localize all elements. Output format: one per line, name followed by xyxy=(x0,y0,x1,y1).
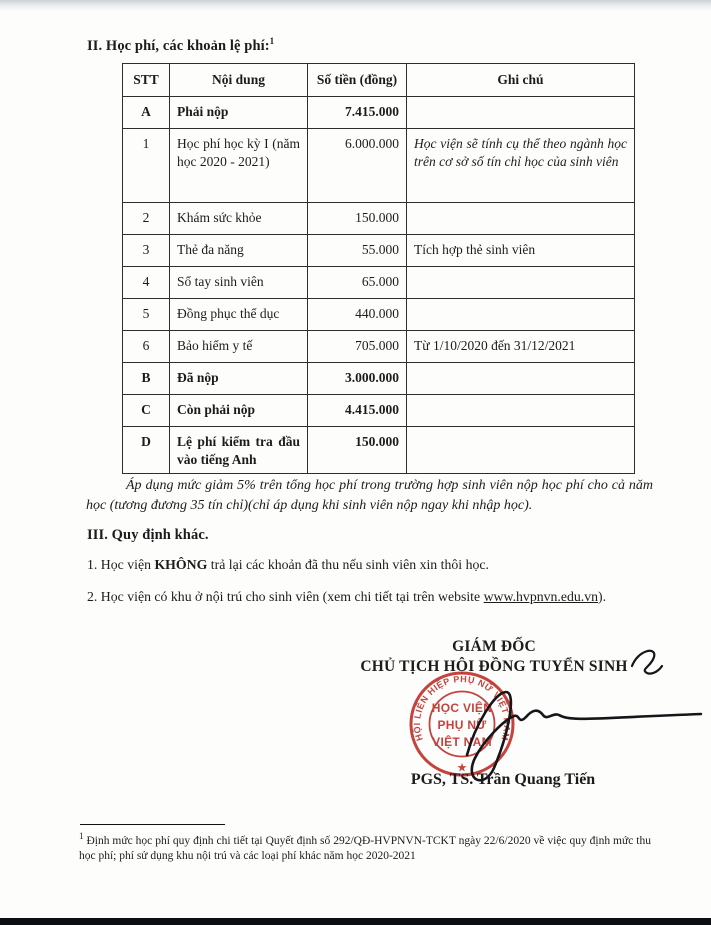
column-header-noi-dung: Nội dung xyxy=(170,64,308,97)
table-row-2 xyxy=(123,203,635,235)
signer-name: PGS, TS. Trần Quang Tiến xyxy=(410,771,596,788)
table-row-4 xyxy=(123,267,635,299)
cell-noi-dung: Thẻ đa năng xyxy=(170,235,308,267)
cell-so-tien: 705.000 xyxy=(308,331,407,363)
discount-note: Áp dụng mức giảm 5% trên tổng học phí trong trường hợp sinh viên nộp học phí cho cả năm học (tương đương 35 tín chỉ)(chỉ áp dụng khi sinh viên nộp ngay khi nhập học). xyxy=(86,478,653,513)
rule-item-emphasis: KHÔNG xyxy=(154,557,208,572)
rule-item-text: trả lại các khoản đã thu nếu sinh viên xin thôi học. xyxy=(207,557,489,572)
cell-ghi-chu: Từ 1/10/2020 đến 31/12/2021 xyxy=(407,331,635,363)
stamp-ring-text-path: HỘI LIÊN HIỆP PHỤ NỮ VIỆT NAM xyxy=(411,673,513,743)
table-row-a xyxy=(123,97,635,129)
table-row-c xyxy=(123,395,635,427)
signer-role-director: GIÁM ĐỐC xyxy=(452,638,536,655)
handwritten-signature xyxy=(420,640,710,790)
cell-stt: D xyxy=(123,427,170,474)
stamp-center-line3: VIỆT NAM xyxy=(432,735,492,749)
cell-so-tien: 55.000 xyxy=(308,235,407,267)
table-row-6 xyxy=(123,331,635,363)
cell-ghi-chu xyxy=(407,97,635,129)
stamp-star-icon: ★ xyxy=(456,760,468,775)
footnote-marker: 1 xyxy=(79,831,84,841)
cell-ghi-chu xyxy=(407,267,635,299)
cell-noi-dung: Còn phải nộp xyxy=(170,395,308,427)
table-row-1 xyxy=(123,129,635,203)
rule-item-text: ). xyxy=(598,589,607,604)
signature-stroke xyxy=(467,692,701,780)
footnote-separator xyxy=(80,824,225,825)
cell-noi-dung: Phải nộp xyxy=(170,97,308,129)
cell-stt: 4 xyxy=(123,267,170,299)
cell-so-tien: 6.000.000 xyxy=(308,129,407,203)
stamp-center-line1: HỌC VIỆN xyxy=(431,701,493,715)
cell-stt: 6 xyxy=(123,331,170,363)
rule-item-text: 1. Học viện xyxy=(87,557,155,572)
column-header-ghi-chu: Ghi chú xyxy=(407,64,635,97)
cell-ghi-chu xyxy=(407,363,635,395)
scan-edge-bottom xyxy=(0,918,711,925)
cell-noi-dung: Đã nộp xyxy=(170,363,308,395)
table-row-d xyxy=(123,427,635,474)
column-header-stt: STT xyxy=(123,64,170,97)
cell-ghi-chu xyxy=(407,203,635,235)
section-heading-other-rules: III. Quy định khác. xyxy=(87,527,209,543)
cell-so-tien: 150.000 xyxy=(308,203,407,235)
signer-role-council-chair: CHỦ TỊCH HỘI ĐỒNG TUYỂN SINH xyxy=(360,658,628,675)
table-row-b xyxy=(123,363,635,395)
footnote-body: Định mức học phí quy định chi tiết tại Quyết định số 292/QĐ-HVPNVN-TCKT ngày 22/6/2020 về việc quy định mức thu học phí; phí sử dụng khu nội trú và các loại phí khác năm học 2020-2021 xyxy=(79,834,651,863)
cell-stt: B xyxy=(123,363,170,395)
cell-so-tien: 4.415.000 xyxy=(308,395,407,427)
footnote-text xyxy=(79,829,651,865)
section-heading-fees xyxy=(87,36,274,55)
rule-item-text: 2. Học viện có khu ở nội trú cho sinh viên (xem chi tiết tại trên website xyxy=(87,589,484,604)
cell-ghi-chu: Tích hợp thẻ sinh viên xyxy=(407,235,635,267)
cell-stt: 5 xyxy=(123,299,170,331)
section-heading-fees-text: II. Học phí, các khoản lệ phí: xyxy=(87,37,270,54)
footnote-reference-mark: 1 xyxy=(269,36,275,46)
cell-noi-dung: Khám sức khỏe xyxy=(170,203,308,235)
cell-stt: A xyxy=(123,97,170,129)
stamp-center-line2: PHỤ NỮ xyxy=(437,718,487,732)
column-header-so-tien: Số tiền (đồng) xyxy=(308,64,407,97)
cell-stt: C xyxy=(123,395,170,427)
cell-noi-dung: Lệ phí kiểm tra đầu vào tiếng Anh xyxy=(170,427,308,474)
rule-item-no-refund xyxy=(87,556,699,574)
cell-noi-dung: Đồng phục thể dục xyxy=(170,299,308,331)
cell-noi-dung: Học phí học kỳ I (năm học 2020 - 2021) xyxy=(170,129,308,203)
cell-so-tien: 7.415.000 xyxy=(308,97,407,129)
table-row-3 xyxy=(123,235,635,267)
fees-table-header-row xyxy=(123,64,635,97)
table-row-5 xyxy=(123,299,635,331)
cell-stt: 2 xyxy=(123,203,170,235)
cell-ghi-chu xyxy=(407,427,635,474)
cell-stt: 1 xyxy=(123,129,170,203)
website-link[interactable]: www.hvpnvn.edu.vn xyxy=(483,589,599,604)
fees-table xyxy=(122,63,635,474)
scan-edge-top xyxy=(0,0,711,11)
cell-ghi-chu xyxy=(407,395,635,427)
signature-flourish xyxy=(632,651,662,674)
cell-noi-dung: Sổ tay sinh viên xyxy=(170,267,308,299)
rule-item-dormitory xyxy=(87,588,699,606)
cell-ghi-chu: Học viện sẽ tính cụ thể theo ngành học trên cơ sở số tín chỉ học của sinh viên xyxy=(407,129,635,203)
cell-stt: 3 xyxy=(123,235,170,267)
cell-so-tien: 440.000 xyxy=(308,299,407,331)
cell-ghi-chu xyxy=(407,299,635,331)
cell-so-tien: 3.000.000 xyxy=(308,363,407,395)
cell-so-tien: 150.000 xyxy=(308,427,407,474)
cell-noi-dung: Bảo hiểm y tế xyxy=(170,331,308,363)
cell-so-tien: 65.000 xyxy=(308,267,407,299)
